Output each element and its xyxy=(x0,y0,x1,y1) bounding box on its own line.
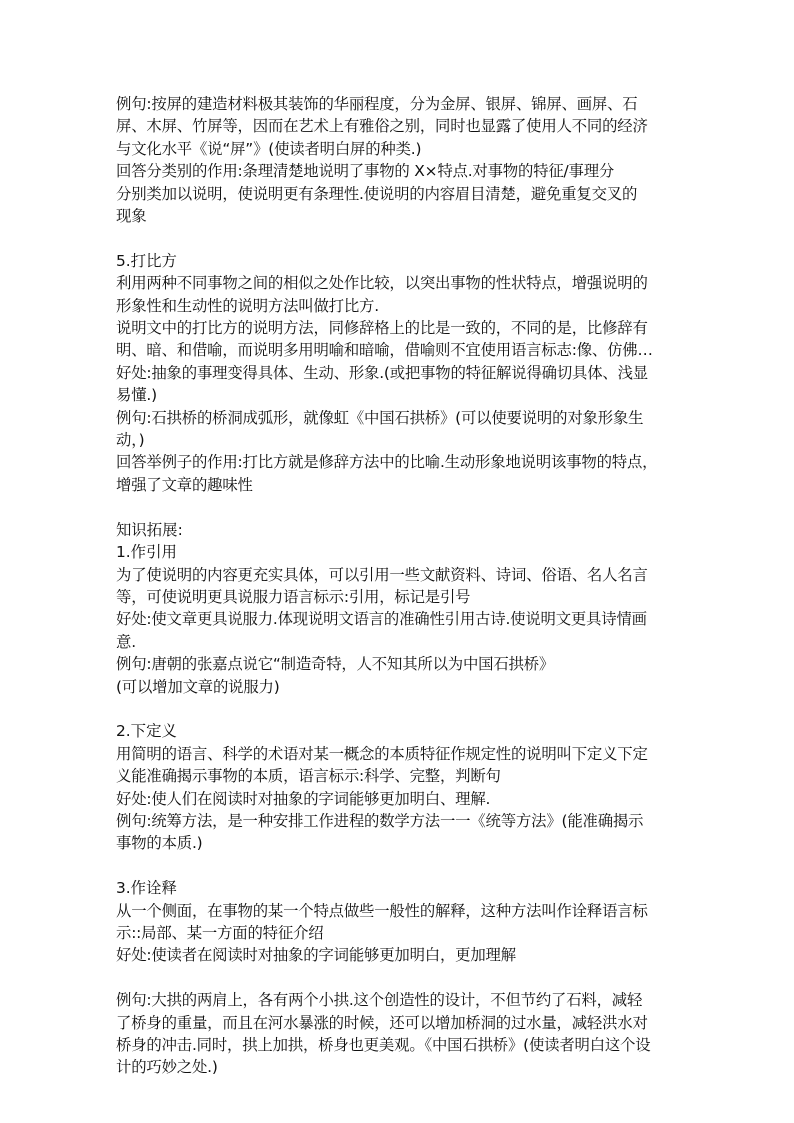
section-heading: 3.作诠释 xyxy=(116,879,177,898)
text-line: 利用两种不同事物之间的相似之处作比较，以突出事物的性状特点，增强说明的 xyxy=(116,274,648,293)
text-line: 例句:统筹方法，是一种安排工作进程的数学方法一一《统等方法》(能准确揭示 xyxy=(116,811,644,830)
text-line: 为了使说明的内容更充实具体，可以引用一些文献资料、诗词、俗语、名人名言 xyxy=(116,565,648,584)
text-line: 例句:石拱桥的桥洞成弧形，就像虹《中国石拱桥》(可以使要说明的对象形象生 xyxy=(116,408,644,427)
text-line: 事物的本质.) xyxy=(116,834,203,853)
text-line: 桥身的冲击.同时，拱上加拱，桥身也更美观。《中国石拱桥》(使读者明白这个设 xyxy=(116,1035,651,1054)
text-line: 等，可使说明更具说服力语言标示:引用，标记是引号 xyxy=(116,587,471,606)
text-line: 好处:抽象的事理变得具体、生动、形象.(或把事物的特征解说得确切具体、浅显 xyxy=(116,363,648,382)
section-heading: 知识拓展: xyxy=(116,520,183,539)
text-line: 例句:大拱的两肩上，各有两个小拱.这个创造性的设计，不但节约了石料，减轻 xyxy=(116,991,643,1010)
text-line: 用简明的语言、科学的术语对某一概念的本质特征作规定性的说明叫下定义下定 xyxy=(116,744,648,763)
text-line: 了桥身的重量，而且在河水暴涨的时候，还可以增加桥洞的过水量，减轻洪水对 xyxy=(116,1013,648,1032)
section-heading: 5.打比方 xyxy=(116,251,177,270)
text-line: (可以增加文章的说服力) xyxy=(116,677,280,696)
text-line: 意. xyxy=(116,632,136,651)
text-line: 增强了文章的趣味性 xyxy=(116,475,253,494)
paragraph-gap xyxy=(116,967,682,989)
text-line: 好处:使人们在阅读时对抽象的字词能够更加明白、理解. xyxy=(116,789,491,808)
text-line: 计的巧妙之处.) xyxy=(116,1058,218,1077)
text-line: 回答举例子的作用:打比方就是修辞方法中的比喻.生动形象地说明该事物的特点， xyxy=(116,453,658,472)
section-subheading: 1.作引用 xyxy=(116,543,177,562)
text-line: 与文化水平《说“屏”》(使读者明白屏的种类.) xyxy=(116,139,422,158)
quotation-section xyxy=(116,519,682,698)
text-line: 屏、木屏、竹屏等，因而在艺术上有雅俗之别，同时也显露了使用人不同的经济 xyxy=(116,117,648,136)
text-line: 例句:按屏的建造材料极其装饰的华丽程度，分为金屏、银屏、锦屏、画屏、石 xyxy=(116,95,638,113)
text-line: 义能准确揭示事物的本质，语言标示:科学、完整，判断句 xyxy=(116,767,501,786)
text-line: 说明文中的打比方的说明方法，同修辞格上的比是一致的，不同的是，比修辞有 xyxy=(116,319,648,338)
interpretation-section xyxy=(116,877,682,967)
text-line: 易懂.) xyxy=(116,386,157,405)
text-line: 回答分类别的作用:条理清楚地说明了事物的 X×特点.对事物的特征/事理分 xyxy=(116,162,615,181)
text-line: 好处:使文章更具说服力.体现说明文语言的准确性引用古诗.使说明文更具诗情画 xyxy=(116,610,647,629)
text-line: 例句:唐朝的张嘉点说它“制造奇特，人不知其所以为中国石拱桥》 xyxy=(116,655,555,674)
paragraph-gap xyxy=(116,698,682,720)
text-line: 分别类加以说明，使说明更有条理性.使说明的内容眉目清楚，避免重复交叉的 xyxy=(116,184,638,203)
text-line: 好处:使读者在阅读时对抽象的字词能够更加明白，更加理解 xyxy=(116,946,516,965)
bridge-example-section xyxy=(116,989,682,1079)
definition-section xyxy=(116,720,682,854)
text-line: 现象 xyxy=(116,207,147,226)
text-line: 明、暗、和借喻，而说明多用明喻和暗喻，借喻则不宜使用语言标志:像、仿佛… xyxy=(116,341,653,360)
classification-section xyxy=(116,93,682,227)
text-line: 动，) xyxy=(116,431,145,450)
analogy-section xyxy=(116,250,682,496)
section-heading: 2.下定义 xyxy=(116,722,177,741)
paragraph-gap xyxy=(116,496,682,518)
text-line: 示::局部、某一方面的特征介绍 xyxy=(116,923,324,942)
document-page xyxy=(116,93,682,1079)
paragraph-gap xyxy=(116,855,682,877)
text-line: 形象性和生动性的说明方法叫做打比方. xyxy=(116,296,379,315)
text-line: 从一个侧面，在事物的某一个特点做些一般性的解释，这种方法叫作诠释语言标 xyxy=(116,901,648,920)
paragraph-gap xyxy=(116,227,682,249)
